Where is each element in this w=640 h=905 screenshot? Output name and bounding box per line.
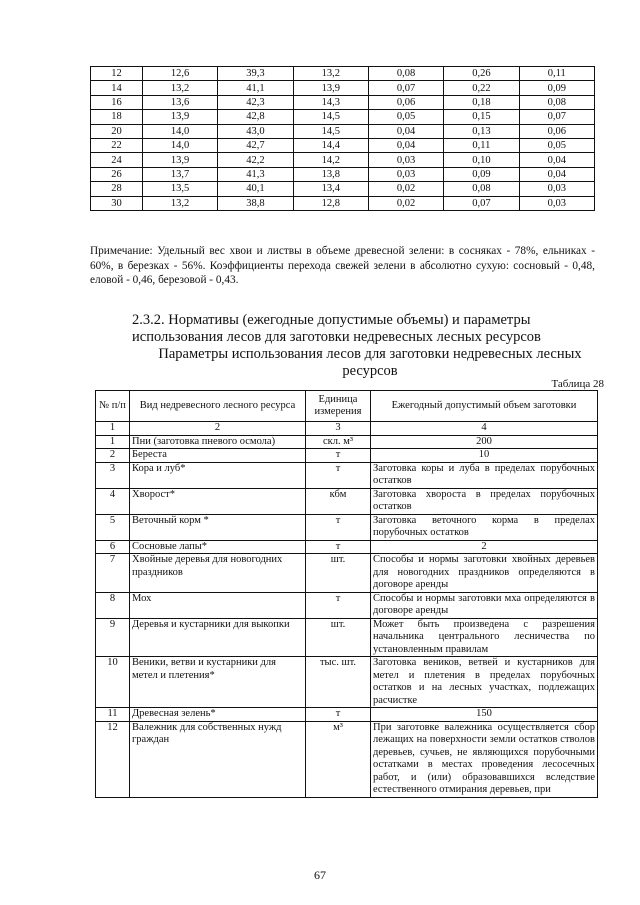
resource-name: Сосновые лапы* bbox=[130, 540, 306, 554]
resource-name: Веники, ветви и кустарники для метел и плетения* bbox=[130, 657, 306, 708]
resource-unit: шт. bbox=[306, 554, 371, 593]
table-cell: 0,08 bbox=[444, 182, 519, 196]
resource-name: Пни (заготовка пневого осмола) bbox=[130, 435, 306, 449]
table-cell: 24 bbox=[91, 153, 143, 167]
table-cell: 0,22 bbox=[444, 81, 519, 95]
table-label: Таблица 28 bbox=[551, 378, 604, 390]
resource-name: Мох bbox=[130, 592, 306, 618]
resource-number: 4 bbox=[96, 488, 130, 514]
table-cell: 13,9 bbox=[142, 153, 217, 167]
header-resource: Вид недревесного лесного ресурса bbox=[130, 391, 306, 422]
resource-number: 1 bbox=[96, 435, 130, 449]
table-cell: 0,08 bbox=[368, 67, 443, 81]
resource-unit: т bbox=[306, 449, 371, 463]
resource-name: Хворост* bbox=[130, 488, 306, 514]
table-cell: 0,09 bbox=[444, 167, 519, 181]
table-cell: 0,06 bbox=[519, 124, 594, 138]
table-cell: 0,07 bbox=[444, 196, 519, 210]
table-cell: 0,03 bbox=[519, 196, 594, 210]
table-note: Примечание: Удельный вес хвои и листвы в объеме древесной зелени: в сосняках - 78%, ельниках - 60%, в березках - 56%. Коэффициенты перехода свежей зелени в абсолютно сухую: сосновый - 0,48, еловой - 0,46, березовой - 0,43. bbox=[90, 245, 595, 286]
table-cell: 20 bbox=[91, 124, 143, 138]
table-cell: 0,07 bbox=[368, 81, 443, 95]
resource-number: 8 bbox=[96, 592, 130, 618]
table-row bbox=[91, 110, 595, 124]
resource-volume: Может быть произведена с разрешения начальника центрального лесничества по установленным правилам bbox=[371, 618, 598, 657]
table-cell: 0,26 bbox=[444, 67, 519, 81]
table-cell: 30 bbox=[91, 196, 143, 210]
table-header-row bbox=[96, 391, 598, 422]
resource-unit: т bbox=[306, 540, 371, 554]
resource-name: Веточный корм * bbox=[130, 514, 306, 540]
table-cell: 13,9 bbox=[293, 81, 368, 95]
table-row bbox=[91, 167, 595, 181]
column-number-row bbox=[96, 422, 598, 436]
resource-name: Хвойные деревья для новогодних праздников bbox=[130, 554, 306, 593]
resource-number: 11 bbox=[96, 708, 130, 722]
table-caption: Параметры использования лесов для заготовки недревесных лесных ресурсов bbox=[158, 346, 582, 379]
table-cell: 0,11 bbox=[444, 138, 519, 152]
resource-volume: 200 bbox=[371, 435, 598, 449]
table-cell: 0,05 bbox=[368, 110, 443, 124]
table-cell: 12 bbox=[91, 67, 143, 81]
page-number: 67 bbox=[314, 868, 326, 882]
table-cell: 0,13 bbox=[444, 124, 519, 138]
table-row bbox=[91, 124, 595, 138]
table-cell: 42,3 bbox=[218, 95, 293, 109]
table-cell: 0,05 bbox=[519, 138, 594, 152]
resource-row bbox=[96, 657, 598, 708]
non-wood-resources-table bbox=[95, 390, 598, 798]
table-cell: 0,04 bbox=[368, 124, 443, 138]
table-cell: 0,03 bbox=[368, 167, 443, 181]
resource-row bbox=[96, 708, 598, 722]
table-cell: 28 bbox=[91, 182, 143, 196]
table-cell: 0,02 bbox=[368, 182, 443, 196]
resource-row bbox=[96, 514, 598, 540]
resource-unit: тыс. шт. bbox=[306, 657, 371, 708]
resource-unit: т bbox=[306, 462, 371, 488]
table-cell: 13,6 bbox=[142, 95, 217, 109]
table-cell: 13,2 bbox=[293, 67, 368, 81]
resource-row bbox=[96, 554, 598, 593]
wood-greenery-table-body bbox=[91, 67, 595, 211]
table-cell: 0,10 bbox=[444, 153, 519, 167]
resource-unit: т bbox=[306, 708, 371, 722]
resource-row bbox=[96, 721, 598, 797]
table-cell: 13,8 bbox=[293, 167, 368, 181]
table-cell: 14 bbox=[91, 81, 143, 95]
table-cell: 14,0 bbox=[142, 138, 217, 152]
table-cell: 14,2 bbox=[293, 153, 368, 167]
resource-unit: кбм bbox=[306, 488, 371, 514]
table-cell: 0,02 bbox=[368, 196, 443, 210]
resource-volume: Заготовка веточного корма в пределах порубочных остатков bbox=[371, 514, 598, 540]
non-wood-resources-body bbox=[96, 435, 598, 797]
table-cell: 14,5 bbox=[293, 124, 368, 138]
table-cell: 14,3 bbox=[293, 95, 368, 109]
table-cell: 0,11 bbox=[519, 67, 594, 81]
table-cell: 42,2 bbox=[218, 153, 293, 167]
resource-volume: Заготовка веников, ветвей и кустарников для метел и плетения в пределах порубочных остатков и на лесных участках, подлежащих расчистке bbox=[371, 657, 598, 708]
header-volume: Ежегодный допустимый объем заготовки bbox=[371, 391, 598, 422]
table-cell: 39,3 bbox=[218, 67, 293, 81]
table-cell: 26 bbox=[91, 167, 143, 181]
resource-unit: т bbox=[306, 514, 371, 540]
column-number: 4 bbox=[371, 422, 598, 436]
table-cell: 14,0 bbox=[142, 124, 217, 138]
table-cell: 0,18 bbox=[444, 95, 519, 109]
table-cell: 14,5 bbox=[293, 110, 368, 124]
table-cell: 0,06 bbox=[368, 95, 443, 109]
resource-name: Кора и луб* bbox=[130, 462, 306, 488]
table-cell: 14,4 bbox=[293, 138, 368, 152]
resource-number: 10 bbox=[96, 657, 130, 708]
resource-number: 12 bbox=[96, 721, 130, 797]
section-heading: 2.3.2. Нормативы (ежегодные допустимые объемы) и параметры использования лесов для заготовки недревесных лесных ресурсов bbox=[132, 312, 541, 345]
resource-unit: м³ bbox=[306, 721, 371, 797]
header-unit: Единица измерения bbox=[306, 391, 371, 422]
table-cell: 41,3 bbox=[218, 167, 293, 181]
column-number: 2 bbox=[130, 422, 306, 436]
header-number: № п/п bbox=[96, 391, 130, 422]
table-row bbox=[91, 196, 595, 210]
resource-number: 5 bbox=[96, 514, 130, 540]
resource-number: 2 bbox=[96, 449, 130, 463]
table-cell: 16 bbox=[91, 95, 143, 109]
resource-row bbox=[96, 618, 598, 657]
resource-volume: 2 bbox=[371, 540, 598, 554]
resource-row bbox=[96, 435, 598, 449]
table-cell: 13,2 bbox=[142, 81, 217, 95]
table-cell: 42,8 bbox=[218, 110, 293, 124]
table-cell: 12,6 bbox=[142, 67, 217, 81]
table-row bbox=[91, 81, 595, 95]
resource-volume: Заготовка хвороста в пределах порубочных остатков bbox=[371, 488, 598, 514]
table-cell: 0,03 bbox=[368, 153, 443, 167]
resource-row bbox=[96, 449, 598, 463]
resource-unit: шт. bbox=[306, 618, 371, 657]
table-row bbox=[91, 138, 595, 152]
resource-number: 6 bbox=[96, 540, 130, 554]
table-cell: 0,03 bbox=[519, 182, 594, 196]
resource-volume: Способы и нормы заготовки хвойных деревьев для новогодних праздников определяются в договоре аренды bbox=[371, 554, 598, 593]
resource-row bbox=[96, 488, 598, 514]
table-cell: 18 bbox=[91, 110, 143, 124]
table-cell: 0,15 bbox=[444, 110, 519, 124]
column-number: 3 bbox=[306, 422, 371, 436]
table-cell: 13,2 bbox=[142, 196, 217, 210]
resource-volume: Способы и нормы заготовки мха определяются в договоре аренды bbox=[371, 592, 598, 618]
resource-name: Деревья и кустарники для выкопки bbox=[130, 618, 306, 657]
table-cell: 22 bbox=[91, 138, 143, 152]
table-cell: 0,09 bbox=[519, 81, 594, 95]
table-cell: 0,04 bbox=[519, 167, 594, 181]
wood-greenery-table bbox=[90, 66, 595, 211]
table-cell: 0,04 bbox=[368, 138, 443, 152]
table-cell: 41,1 bbox=[218, 81, 293, 95]
table-row bbox=[91, 95, 595, 109]
resource-volume: 10 bbox=[371, 449, 598, 463]
resource-unit: скл. м³ bbox=[306, 435, 371, 449]
table-cell: 0,04 bbox=[519, 153, 594, 167]
table-cell: 38,8 bbox=[218, 196, 293, 210]
table-cell: 0,08 bbox=[519, 95, 594, 109]
table-cell: 13,9 bbox=[142, 110, 217, 124]
resource-name: Валежник для собственных нужд граждан bbox=[130, 721, 306, 797]
table-cell: 42,7 bbox=[218, 138, 293, 152]
resource-number: 3 bbox=[96, 462, 130, 488]
table-cell: 13,7 bbox=[142, 167, 217, 181]
table-cell: 0,07 bbox=[519, 110, 594, 124]
table-row bbox=[91, 182, 595, 196]
table-cell: 13,5 bbox=[142, 182, 217, 196]
resource-name: Древесная зелень* bbox=[130, 708, 306, 722]
table-cell: 40,1 bbox=[218, 182, 293, 196]
resource-volume: При заготовке валежника осуществляется сбор лежащих на поверхности земли остатков стволов деревьев, сучьев, не являющихся порубочными остатками в местах проведения лесосечных работ, и (или) образовавшихся вследствие естественного отмирания деревьев, при bbox=[371, 721, 598, 797]
table-row bbox=[91, 153, 595, 167]
table-cell: 43,0 bbox=[218, 124, 293, 138]
resource-row bbox=[96, 540, 598, 554]
resource-number: 9 bbox=[96, 618, 130, 657]
resource-unit: т bbox=[306, 592, 371, 618]
table-cell: 12,8 bbox=[293, 196, 368, 210]
resource-volume: 150 bbox=[371, 708, 598, 722]
resource-row bbox=[96, 592, 598, 618]
resource-row bbox=[96, 462, 598, 488]
resource-name: Береста bbox=[130, 449, 306, 463]
table-row bbox=[91, 67, 595, 81]
resource-number: 7 bbox=[96, 554, 130, 593]
resource-volume: Заготовка коры и луба в пределах порубочных остатков bbox=[371, 462, 598, 488]
table-cell: 13,4 bbox=[293, 182, 368, 196]
column-number: 1 bbox=[96, 422, 130, 436]
